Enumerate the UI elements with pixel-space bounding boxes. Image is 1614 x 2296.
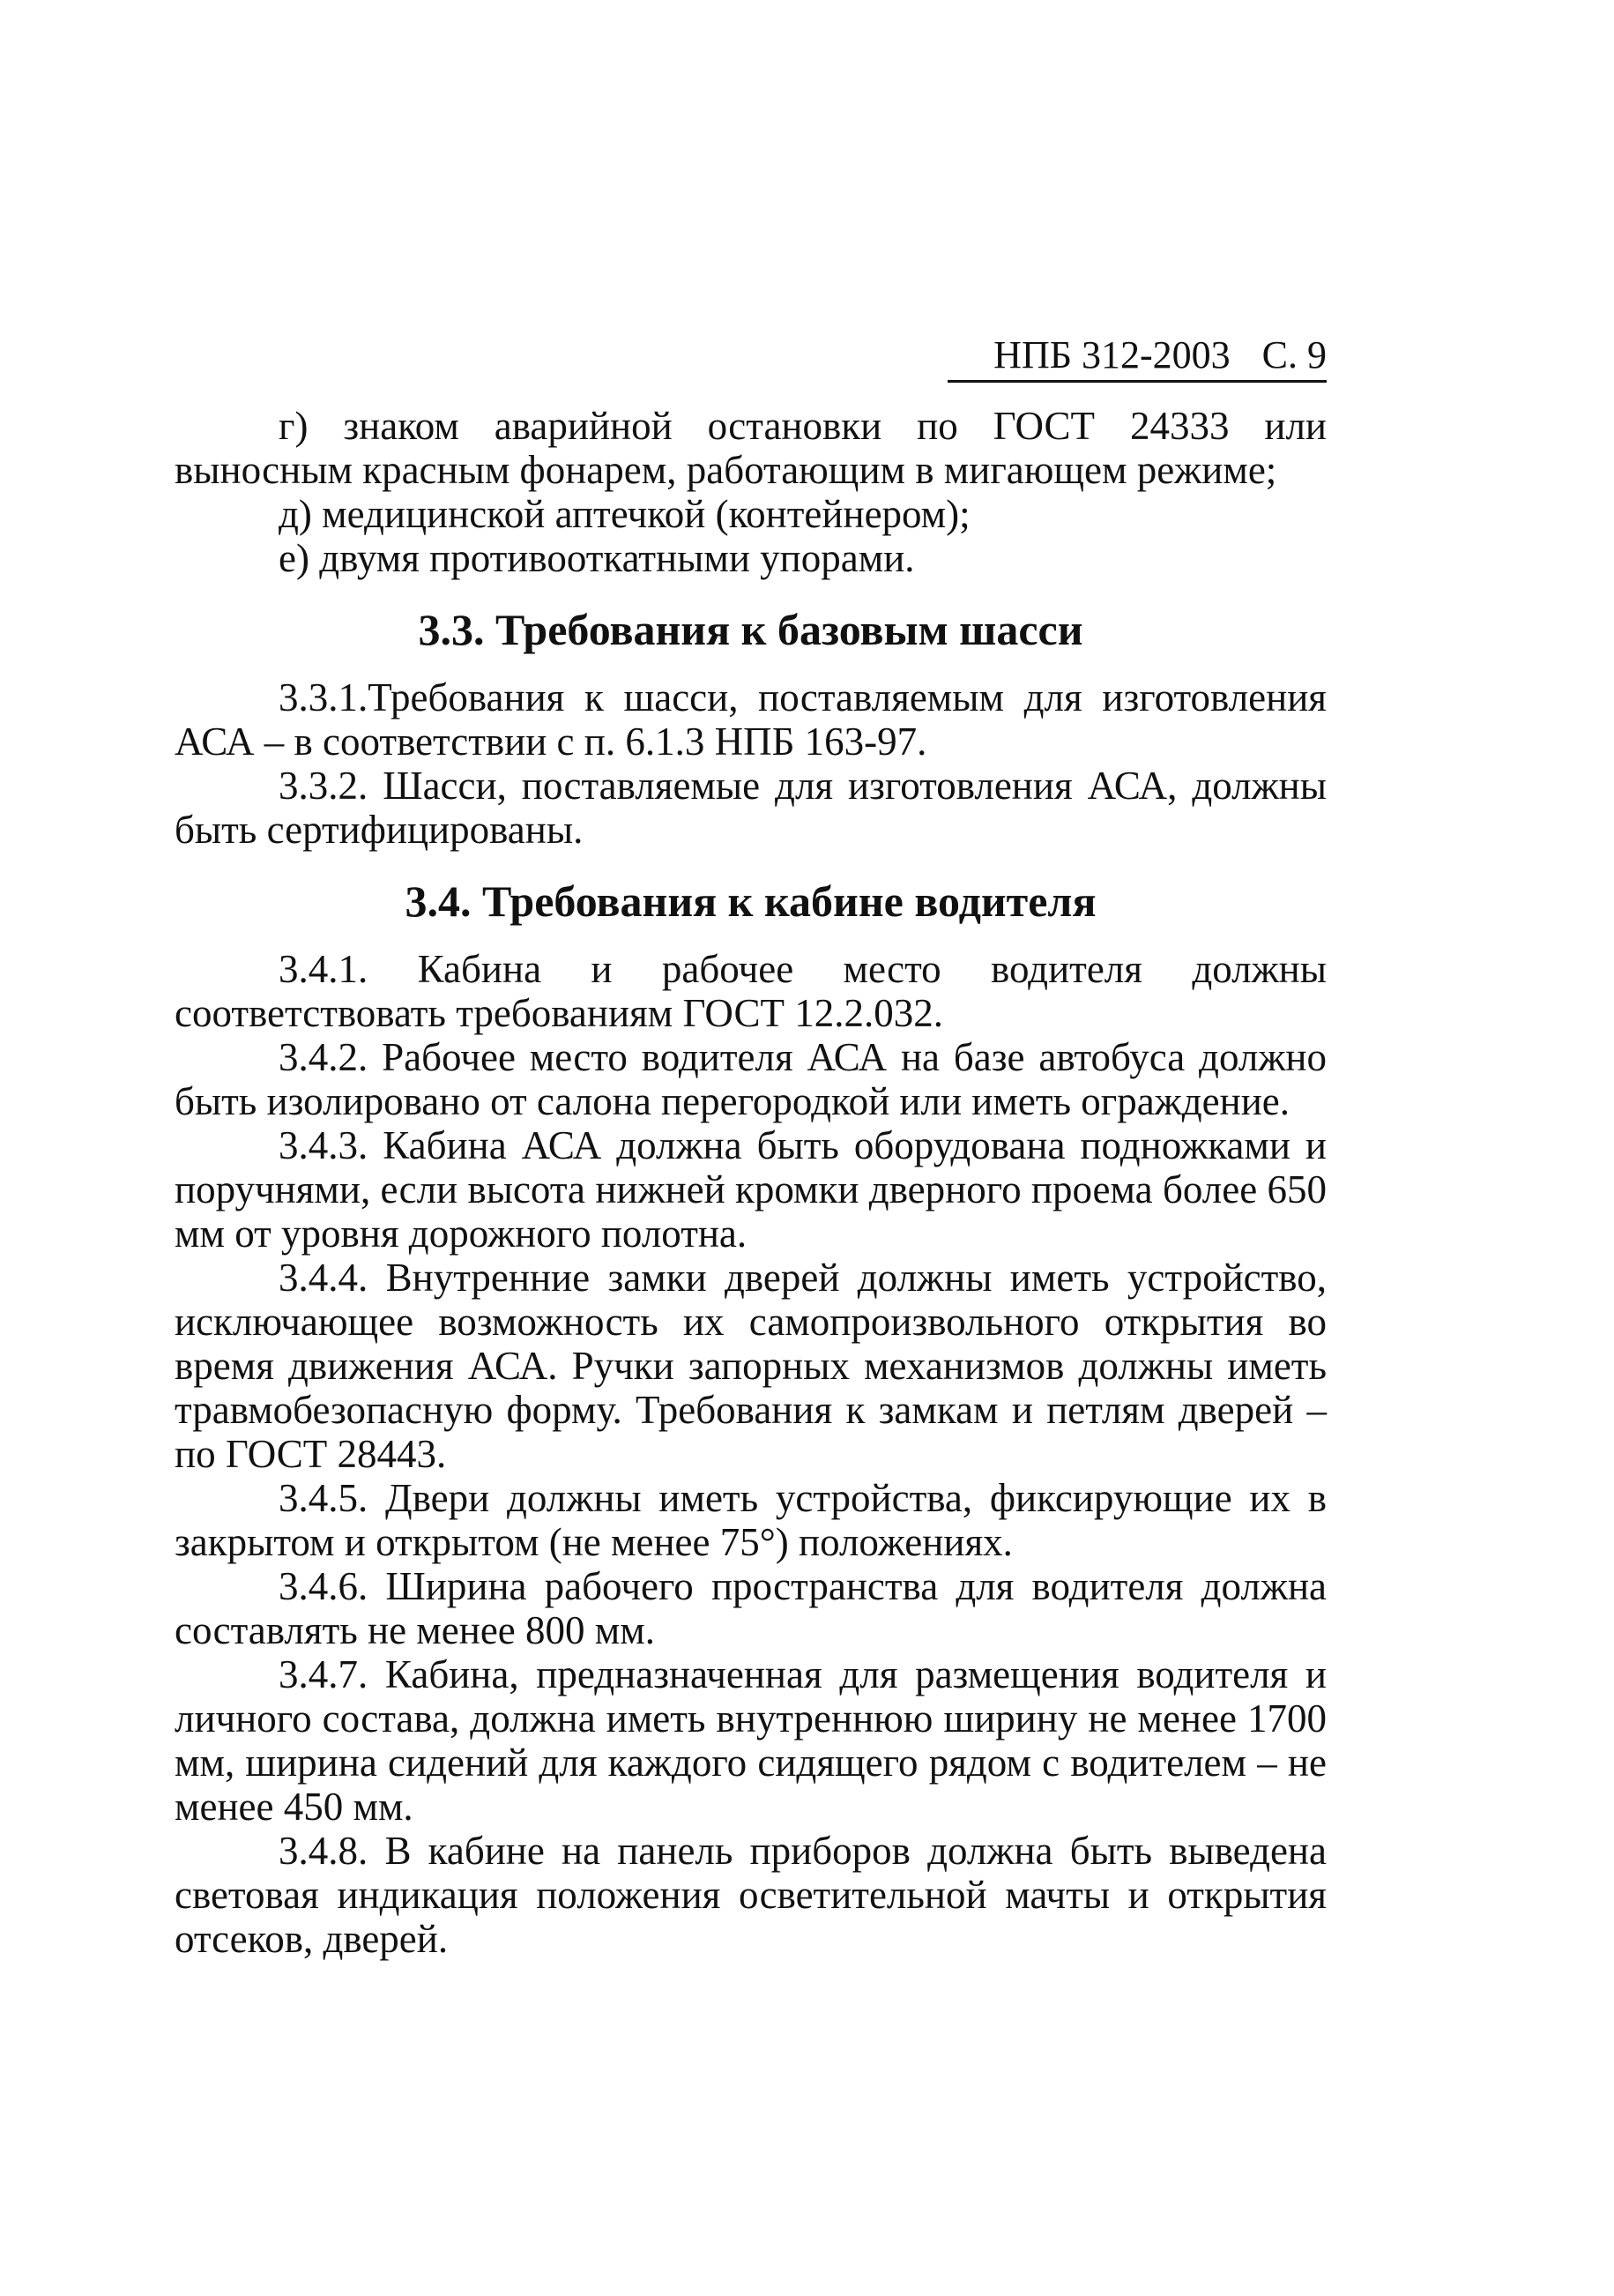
paragraph-3-4-3: 3.4.3. Кабина АСА должна быть оборудована подножками и поручнями, если высота нижней кромки дверного проема более 650 мм от уровня дорожного полотна. bbox=[175, 1123, 1327, 1256]
document-body bbox=[175, 404, 1327, 1961]
paragraph-3-4-5: 3.4.5. Двери должны иметь устройства, фиксирующие их в закрытом и открытом (не менее 75°) положениях. bbox=[175, 1476, 1327, 1564]
paragraph-3-4-6: 3.4.6. Ширина рабочего пространства для водителя должна составлять не менее 800 мм. bbox=[175, 1564, 1327, 1652]
paragraph-3-4-4: 3.4.4. Внутренние замки дверей должны иметь устройство, исключающее возможность их самопроизвольного открытия во время движения АСА. Ручки запорных механизмов должны иметь травмобезопасную форму. Требования к замкам и петлям дверей – по ГОСТ 28443. bbox=[175, 1256, 1327, 1476]
list-item-e: е) двумя противооткатными упорами. bbox=[279, 536, 915, 580]
list-item-g: г) знаком аварийной остановки по ГОСТ 24333 или выносным красным фонарем, работающим в мигающем режиме; bbox=[175, 404, 1327, 492]
document-code: НПБ 312-2003 bbox=[993, 333, 1231, 376]
list-item-d: д) медицинской аптечкой (контейнером); bbox=[279, 492, 971, 536]
section-heading-3-4: 3.4. Требования к кабине водителя bbox=[405, 876, 1097, 926]
page-number: С. 9 bbox=[1261, 333, 1327, 376]
paragraph-3-4-8: 3.4.8. В кабине на панель приборов должна быть выведена световая индикация положения осветительной мачты и открытия отсеков, дверей. bbox=[175, 1829, 1327, 1961]
paragraph-3-3-1: 3.3.1.Требования к шасси, поставляемым для изготовления АСА – в соответствии с п. 6.1.3 НПБ 163-97. bbox=[175, 675, 1327, 764]
paragraph-3-4-1: 3.4.1. Кабина и рабочее место водителя должны соответствовать требованиям ГОСТ 12.2.032. bbox=[175, 947, 1327, 1035]
page-header bbox=[948, 331, 1327, 383]
paragraph-3-3-2: 3.3.2. Шасси, поставляемые для изготовления АСА, должны быть сертифицированы. bbox=[175, 764, 1327, 852]
paragraph-3-4-7: 3.4.7. Кабина, предназначенная для размещения водителя и личного состава, должна иметь внутреннюю ширину не менее 1700 мм, ширина сидений для каждого сидящего рядом с водителем – не менее 450 мм. bbox=[175, 1652, 1327, 1829]
section-heading-3-3: 3.3. Требования к базовым шасси bbox=[418, 605, 1083, 654]
paragraph-3-4-2: 3.4.2. Рабочее место водителя АСА на базе автобуса должно быть изолировано от салона перегородкой или иметь ограждение. bbox=[175, 1035, 1327, 1123]
